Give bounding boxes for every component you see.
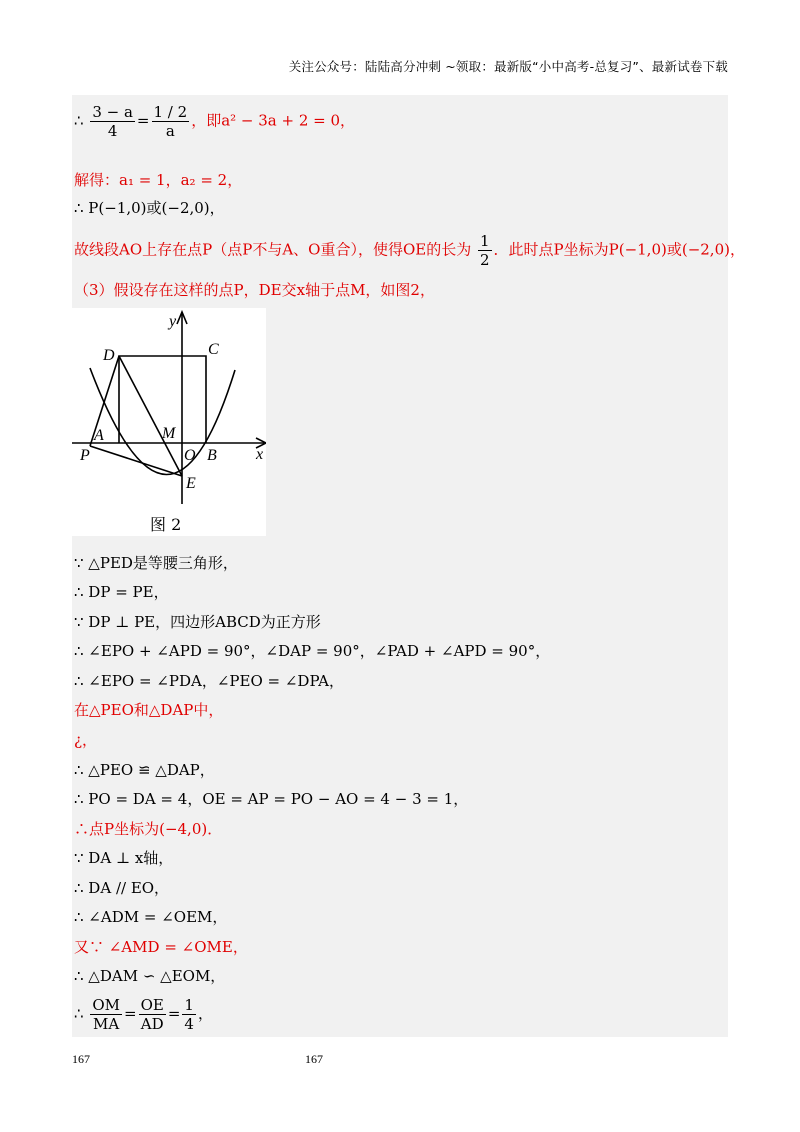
label-y: y <box>169 313 177 330</box>
line-7: ∴ DP = PE， <box>74 583 169 601</box>
line-11: 在△PEO和△DAP中， <box>74 701 224 719</box>
fraction-om-ma-numerator: OM <box>92 996 120 1014</box>
line-12: ¿， <box>74 731 98 749</box>
fraction-om-ma <box>90 996 122 1033</box>
fraction-2-denominator: a <box>165 122 175 140</box>
line-4-text-b: ．此时点P坐标为P(−1,0)或(−2,0)， <box>493 240 745 259</box>
line-1: ∴ $\frac{3 - a}{4}$ = $\frac{1 / 2}{a}$ ，即a² − 3a + 2 = 0， <box>74 103 356 140</box>
label-x: x <box>256 446 264 463</box>
fraction-1-denominator: 4 <box>107 122 118 140</box>
geometry-diagram <box>72 308 266 536</box>
line-13: ∴ △PEO ≌ △DAP， <box>74 761 215 779</box>
label-b: B <box>207 447 217 464</box>
line-15: ∴点P坐标为(−4,0)． <box>74 820 223 838</box>
label-a: A <box>94 427 104 444</box>
label-p: P <box>80 447 90 464</box>
line-2: 解得：a₁ = 1，a₂ = 2， <box>74 171 243 189</box>
page-number-left: 167 <box>72 1052 90 1066</box>
line-8: ∵ DP ⊥ PE，四边形ABCD为正方形 <box>74 613 321 631</box>
therefore-sign: ∴ <box>74 1004 84 1023</box>
line-6: ∵ △PED是等腰三角形， <box>74 554 238 572</box>
label-c: C <box>208 341 219 358</box>
fraction-om-ma-denominator: MA <box>93 1015 120 1033</box>
line-19: 又∵ ∠AMD = ∠OME， <box>74 938 248 956</box>
page-header: 关注公众号：陆陆高分冲刺 ~领取：最新版“小中高考-总复习”、最新试卷下载 <box>288 59 728 74</box>
fraction-2-numerator: 1 / 2 <box>153 103 188 121</box>
fraction-oe-ad <box>139 996 166 1033</box>
label-o: O <box>184 447 196 464</box>
line-16: ∵ DA ⊥ x轴， <box>74 849 174 867</box>
fraction-half <box>478 232 492 269</box>
equals-sign-1: = <box>123 1004 137 1023</box>
line-10: ∴ ∠EPO = ∠PDA，∠PEO = ∠DPA， <box>74 672 345 690</box>
fraction-one-quarter-denominator: 4 <box>184 1015 194 1033</box>
fraction-2 <box>152 103 190 140</box>
line-21 <box>74 996 213 1033</box>
fraction-1-numerator: 3 − a <box>92 103 133 121</box>
figure-caption: 图 2 <box>150 515 182 534</box>
line-20: ∴ △DAM ∽ △EOM， <box>74 967 226 985</box>
fraction-half-numerator: 1 <box>479 232 490 250</box>
fraction-1 <box>90 103 135 140</box>
page-number-center: 167 <box>305 1052 323 1066</box>
line-1-text: ，即a² − 3a + 2 = 0， <box>191 111 356 130</box>
fraction-oe-ad-numerator: OE <box>140 996 164 1014</box>
line-21-end: ， <box>197 1004 213 1023</box>
fraction-oe-ad-denominator: AD <box>140 1015 164 1033</box>
fraction-half-denominator: 2 <box>479 251 490 269</box>
line-5: （3）假设存在这样的点P，DE交x轴于点M，如图2， <box>74 281 435 299</box>
figure-2 <box>72 308 266 536</box>
line-4 <box>74 232 745 269</box>
equals-sign-2: = <box>167 1004 181 1023</box>
line-14: ∴ PO = DA = 4，OE = AP = PO − AO = 4 − 3 = 1， <box>74 790 469 808</box>
line-17: ∴ DA // EO， <box>74 879 170 897</box>
label-m: M <box>162 425 176 442</box>
line-3: ∴ P(−1,0)或(−2,0)， <box>74 199 225 217</box>
line-4-text-a: 故线段AO上存在点P（点P不与A、O重合），使得OE的长为 <box>74 240 472 259</box>
line-9: ∴ ∠EPO + ∠APD = 90°，∠DAP = 90°，∠PAD + ∠APD = 90°， <box>74 642 551 660</box>
label-d: D <box>103 347 115 364</box>
equals-sign: = <box>136 111 150 130</box>
fraction-one-quarter <box>182 996 196 1033</box>
fraction-one-quarter-numerator: 1 <box>184 996 194 1014</box>
line-18: ∴ ∠ADM = ∠OEM， <box>74 908 228 926</box>
label-e: E <box>186 475 196 492</box>
